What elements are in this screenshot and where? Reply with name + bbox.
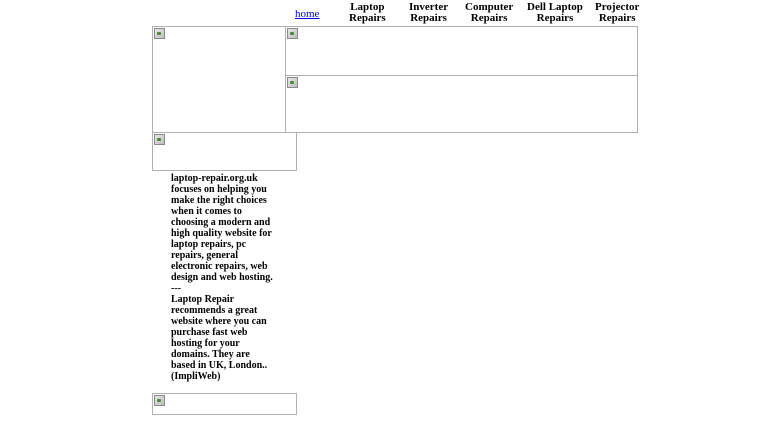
nav-laptop-repairs-line1: Laptop [350,1,385,13]
nav-home-link[interactable]: home [295,8,320,20]
nav-computer-repairs-line1: Computer [465,1,514,13]
broken-image-footer-banner [152,393,297,415]
nav-dell-laptop-repairs-line1: Dell Laptop [527,1,583,13]
sidebar-description [171,173,275,382]
nav-dell-laptop-repairs[interactable] [527,2,583,24]
broken-image-icon [287,28,298,39]
broken-image-header-top [285,26,638,76]
nav-dell-laptop-repairs-line2: Repairs [536,12,574,24]
separator-text: --- [171,283,181,294]
broken-image-header-bottom [285,75,638,133]
broken-image-left-logo [152,26,286,133]
broken-image-icon [287,77,298,88]
nav-projector-repairs[interactable] [595,2,639,24]
nav-computer-repairs[interactable] [465,2,513,24]
nav-projector-repairs-line2: Repairs [598,12,636,24]
nav-projector-repairs-line1: Projector [595,1,640,13]
nav-computer-repairs-line2: Repairs [470,12,508,24]
broken-image-icon [154,395,165,406]
nav-inverter-repairs-line2: Repairs [410,12,447,24]
intro-text: laptop-repair.org.uk focuses on helping you make the right choices when it comes to choosing a modern and high quality website for laptop repairs, pc repairs, general electronic repairs, web design and web hosting. [171,173,273,283]
recommendation-text: Laptop Repair recommends a great website where you can purchase fast web hosting for your domains. They are based in UK, London.. (ImpliWeb) [171,294,268,382]
nav-inverter-repairs[interactable] [409,2,448,24]
nav-laptop-repairs-line2: Repairs [349,12,386,24]
broken-image-icon [154,28,165,39]
broken-image-icon [154,134,165,145]
broken-image-sidebar-banner [152,132,297,171]
nav-laptop-repairs[interactable] [349,2,386,24]
nav-inverter-repairs-line1: Inverter [409,1,449,13]
